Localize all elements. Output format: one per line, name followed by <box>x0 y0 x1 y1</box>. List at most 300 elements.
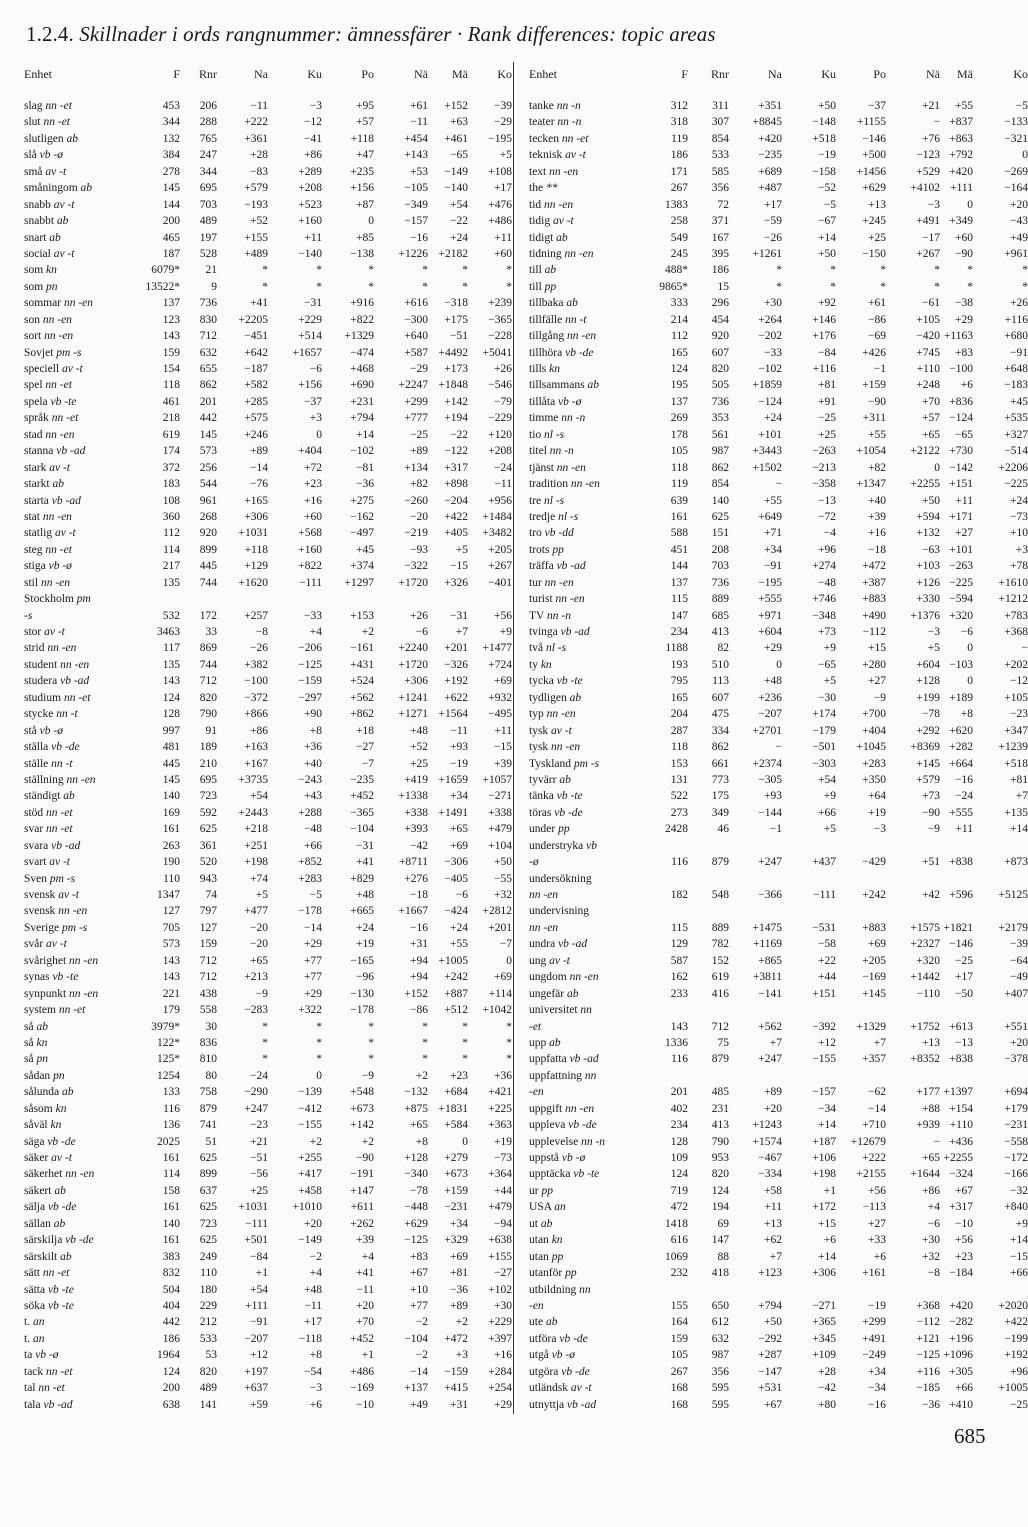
table-cell: +629 <box>862 182 886 195</box>
table-cell: −41 <box>304 132 322 145</box>
table-cell: −91 <box>1010 346 1028 359</box>
table-cell: +56 <box>955 1234 973 1247</box>
table-cell: 418 <box>711 1267 729 1280</box>
table-row <box>24 1232 510 1248</box>
table-cell: +1 <box>255 1267 268 1280</box>
table-cell: +289 <box>298 165 322 178</box>
table-cell: −1 <box>769 823 782 836</box>
table-row <box>529 575 1028 591</box>
table-cell: −15 <box>450 560 468 573</box>
table-cell: 154 <box>162 363 180 375</box>
table-row <box>24 164 510 180</box>
header-f: F <box>681 67 688 81</box>
entry-word: ung av -t <box>529 954 570 967</box>
table-cell: * <box>316 280 322 293</box>
table-cell: 349 <box>711 806 729 819</box>
table-cell: +31 <box>410 938 428 951</box>
table-cell: −271 <box>812 1299 836 1312</box>
table-cell: +218 <box>244 823 268 836</box>
table-cell: +20 <box>356 1299 374 1312</box>
table-row <box>24 1397 510 1413</box>
table-row <box>529 920 1028 936</box>
table-cell: −155 <box>812 1053 836 1066</box>
table-cell: +21 <box>922 100 940 112</box>
table-cell: +229 <box>298 313 322 326</box>
table-cell: −19 <box>868 1299 886 1312</box>
table-cell: −172 <box>1004 1152 1028 1164</box>
table-cell: +25 <box>818 428 836 441</box>
table-cell: 231 <box>711 1102 729 1115</box>
table-cell: 127 <box>199 921 217 934</box>
table-cell: −166 <box>1004 1168 1028 1181</box>
table-row <box>24 230 510 246</box>
table-cell: +1831 <box>438 1102 468 1115</box>
table-cell: −78 <box>922 708 940 721</box>
table-cell: 234 <box>670 1119 688 1132</box>
entry-word: tydligen ab <box>529 691 582 704</box>
table-cell: 445 <box>199 560 217 573</box>
entry-word: speciell av -t <box>24 363 83 375</box>
table-cell: +604 <box>758 626 782 638</box>
table-cell: 204 <box>670 708 688 721</box>
table-cell: +616 <box>404 297 428 310</box>
table-cell: +684 <box>444 1086 468 1099</box>
table-cell: +1442 <box>910 971 940 984</box>
table-cell: 820 <box>711 363 729 375</box>
table-cell: * <box>262 1053 268 1066</box>
table-cell: −6 <box>415 626 428 638</box>
table-cell: +1329 <box>856 1020 886 1033</box>
table-cell: −297 <box>298 691 322 704</box>
table-row <box>24 1002 510 1018</box>
table-cell: 879 <box>199 1102 217 1115</box>
table-cell: +89 <box>250 445 268 458</box>
entry-word: tidning nn -en <box>529 247 594 260</box>
table-cell: * <box>462 280 468 293</box>
table-cell: −340 <box>404 1168 428 1181</box>
table-cell: +575 <box>244 412 268 425</box>
table-cell: −39 <box>494 100 512 112</box>
table-cell: 137 <box>162 297 180 310</box>
table-row <box>529 1347 1028 1363</box>
entry-word: uppgift nn -en <box>529 1102 595 1115</box>
table-cell: −366 <box>758 889 782 901</box>
table-cell: 151 <box>711 527 729 540</box>
table-cell: −365 <box>488 313 512 326</box>
entry-word: säker av -t <box>24 1152 72 1164</box>
table-cell: 145 <box>162 773 180 786</box>
table-cell: −22 <box>450 428 468 441</box>
table-cell: +72 <box>304 461 322 474</box>
table-cell: +208 <box>298 182 322 195</box>
table-cell: −16 <box>410 231 428 244</box>
table-cell: +93 <box>764 790 782 803</box>
table-cell: −149 <box>444 165 468 178</box>
entry-word: till ab <box>529 264 557 277</box>
table-cell: −228 <box>488 330 512 343</box>
table-cell: −94 <box>494 1217 512 1230</box>
table-cell: 144 <box>162 198 180 211</box>
table-cell: − <box>775 741 782 754</box>
table-cell: −5 <box>309 889 322 901</box>
entry-word: svar nn -et <box>24 823 73 836</box>
table-cell: +829 <box>350 872 374 885</box>
entry-word: snart ab <box>24 231 61 244</box>
table-cell: +264 <box>758 313 782 326</box>
table-row <box>529 706 1028 722</box>
table-cell: +1 <box>361 1349 374 1362</box>
table-row <box>529 969 1028 985</box>
table-cell: +257 <box>244 609 268 622</box>
table-cell: 344 <box>162 116 180 129</box>
table-cell: +638 <box>488 1234 512 1247</box>
table-cell: * <box>422 1020 428 1033</box>
table-cell: +167 <box>244 757 268 770</box>
table-cell: 186 <box>711 264 729 277</box>
table-cell: +489 <box>244 247 268 260</box>
table-cell: +1620 <box>238 576 268 589</box>
table-cell: +322 <box>298 1004 322 1017</box>
table-cell: +179 <box>1004 1102 1028 1115</box>
table-cell: 481 <box>162 741 180 754</box>
table-cell: 144 <box>670 560 688 573</box>
table-cell: +512 <box>444 1004 468 1017</box>
table-cell: 488* <box>665 264 688 277</box>
table-cell: 171 <box>670 165 688 178</box>
table-row <box>24 1051 510 1067</box>
table-cell: −348 <box>812 609 836 622</box>
table-cell: 145 <box>199 428 217 441</box>
table-cell: +102 <box>488 1283 512 1296</box>
table-cell: +420 <box>949 165 973 178</box>
title-text: Skillnader i ords rangnummer: ämnessfärer · Rank differences: topic areas <box>79 22 716 46</box>
entry-word: tanke nn -n <box>529 100 581 112</box>
table-cell: +69 <box>494 971 512 984</box>
table-cell: 961 <box>199 494 217 507</box>
table-cell: 504 <box>162 1283 180 1296</box>
table-cell: 854 <box>711 132 729 145</box>
table-cell: 655 <box>199 363 217 375</box>
table-cell: −139 <box>298 1086 322 1099</box>
table-cell: +680 <box>1004 330 1028 343</box>
table-cell: 135 <box>162 658 180 671</box>
table-cell: −16 <box>868 1398 886 1411</box>
table-cell: 318 <box>670 116 688 129</box>
table-cell: +1042 <box>482 1004 512 1017</box>
table-cell: +932 <box>488 691 512 704</box>
table-cell: 110 <box>200 1267 217 1280</box>
table-cell: +405 <box>444 527 468 540</box>
table-row <box>24 903 510 919</box>
table-cell: 723 <box>199 790 217 803</box>
table-cell: 174 <box>162 445 180 458</box>
table-cell: −19 <box>450 757 468 770</box>
table-cell: −59 <box>764 215 782 228</box>
table-cell: −36 <box>450 1283 468 1296</box>
table-cell: −96 <box>356 971 374 984</box>
table-cell: −23 <box>250 1119 268 1132</box>
header-na: Na <box>254 67 268 81</box>
table-cell: 607 <box>711 691 729 704</box>
table-cell: −378 <box>1004 1053 1028 1066</box>
table-cell: 116 <box>671 856 688 869</box>
table-cell: 758 <box>199 1086 217 1099</box>
table-cell: 695 <box>199 773 217 786</box>
table-cell: 175 <box>711 790 729 803</box>
table-cell: −73 <box>1010 510 1028 523</box>
entry-word: timme nn -n <box>529 412 586 425</box>
table-cell: −17 <box>922 231 940 244</box>
table-row <box>24 1347 510 1363</box>
table-row <box>529 1035 1028 1051</box>
table-cell: +12 <box>250 1349 268 1362</box>
entry-word: ute ab <box>529 1316 558 1329</box>
table-cell: 128 <box>162 708 180 721</box>
table-cell: +39 <box>868 510 886 523</box>
header-ku: Ku <box>821 67 836 81</box>
table-cell: +86 <box>304 149 322 162</box>
table-cell: −111 <box>299 576 322 589</box>
table-cell: 218 <box>162 412 180 425</box>
table-row <box>529 936 1028 952</box>
table-cell: −20 <box>250 921 268 934</box>
table-cell: +1054 <box>856 445 886 458</box>
table-cell: −358 <box>812 478 836 491</box>
table-cell: +8 <box>309 1349 322 1362</box>
table-cell: −11 <box>250 100 268 112</box>
table-cell: −3 <box>927 626 940 638</box>
table-row <box>529 312 1028 328</box>
table-cell: −26 <box>764 231 782 244</box>
table-cell: +43 <box>304 790 322 803</box>
table-cell: +3 <box>309 412 322 425</box>
table-row <box>24 1364 510 1380</box>
table-row <box>24 805 510 821</box>
table-row <box>24 936 510 952</box>
table-cell: − <box>933 1135 940 1148</box>
table-cell: −231 <box>444 1201 468 1214</box>
table-cell: +393 <box>404 823 428 836</box>
table-cell: −51 <box>450 330 468 343</box>
table-cell: +501 <box>244 1234 268 1247</box>
table-cell: 245 <box>670 247 688 260</box>
table-cell: 247 <box>199 149 217 162</box>
table-cell: +45 <box>1010 395 1028 408</box>
table-cell: +579 <box>244 182 268 195</box>
table-cell: 810 <box>199 1053 217 1066</box>
table-cell: −16 <box>955 773 973 786</box>
table-cell: −113 <box>862 1201 886 1214</box>
table-cell: +3443 <box>752 445 782 458</box>
entry-word: tro vb -dd <box>529 527 574 540</box>
table-row <box>24 1134 510 1150</box>
table-cell: 736 <box>711 395 729 408</box>
table-cell: 155 <box>670 1299 688 1312</box>
table-cell: +62 <box>764 1234 782 1247</box>
table-row <box>529 377 1028 393</box>
table-cell: 953 <box>711 1152 729 1164</box>
table-cell: +555 <box>949 806 973 819</box>
table-cell: +587 <box>404 346 428 359</box>
table-cell: 795 <box>670 675 688 688</box>
table-cell: +837 <box>949 116 973 129</box>
table-cell: −29 <box>410 363 428 375</box>
table-cell: +39 <box>356 1234 374 1247</box>
table-cell: +196 <box>949 1332 973 1345</box>
table-cell: +14 <box>818 1250 836 1263</box>
table-cell: +14 <box>1010 1234 1028 1247</box>
table-row <box>24 377 510 393</box>
table-cell: 189 <box>199 741 217 754</box>
table-cell: +320 <box>916 954 940 967</box>
table-cell: −306 <box>444 856 468 869</box>
table-cell: +65 <box>922 1152 940 1164</box>
entry-word: utgå vb -ø <box>529 1349 575 1362</box>
table-cell: 356 <box>711 1365 729 1378</box>
table-cell: 625 <box>199 823 217 836</box>
table-cell: +50 <box>494 856 512 869</box>
table-cell: 3979* <box>151 1020 180 1033</box>
table-cell: +2255 <box>943 1152 973 1164</box>
table-cell: −207 <box>244 1332 268 1345</box>
table-cell: +326 <box>444 576 468 589</box>
table-cell: +171 <box>949 510 973 523</box>
table-cell: * <box>262 1020 268 1033</box>
table-cell: −90 <box>868 395 886 408</box>
table-cell: +1031 <box>238 1201 268 1214</box>
table-cell: * <box>830 280 836 293</box>
table-cell: +1005 <box>998 1382 1028 1395</box>
table-cell: +55 <box>764 494 782 507</box>
table-cell: 461 <box>162 395 180 408</box>
table-cell: +357 <box>862 1053 886 1066</box>
table-cell: 869 <box>199 642 217 655</box>
table-cell: +54 <box>250 1283 268 1296</box>
table-row <box>24 887 510 903</box>
table-cell: +883 <box>862 593 886 606</box>
table-cell: +39 <box>494 757 512 770</box>
table-cell: −15 <box>1010 1250 1028 1263</box>
table-row <box>24 1314 510 1330</box>
table-cell: +114 <box>488 987 512 1000</box>
table-cell: 140 <box>711 494 729 507</box>
table-cell: +142 <box>350 1119 374 1132</box>
table-cell: −282 <box>949 1316 973 1329</box>
table-cell: +472 <box>444 1332 468 1345</box>
table-cell: +382 <box>244 658 268 671</box>
table-cell: +121 <box>916 1332 940 1345</box>
entry-word: -en <box>529 1086 544 1099</box>
entry-word: tjänst nn -en <box>529 461 586 474</box>
table-cell: 128 <box>670 1135 688 1148</box>
table-cell: +56 <box>868 1184 886 1197</box>
table-cell: +1859 <box>752 379 782 392</box>
table-cell: +108 <box>488 165 512 178</box>
table-row <box>24 657 510 673</box>
table-row <box>24 1380 510 1396</box>
table-cell: +101 <box>758 428 782 441</box>
table-cell: 790 <box>199 708 217 721</box>
table-cell: −6 <box>309 363 322 375</box>
table-cell: 109 <box>670 1152 688 1164</box>
table-cell: 920 <box>711 330 729 343</box>
entry-word: sälja vb -de <box>24 1201 77 1214</box>
entry-word: teknisk av -t <box>529 149 586 162</box>
table-cell: +57 <box>356 116 374 129</box>
table-cell: +13 <box>868 198 886 211</box>
table-cell: +111 <box>245 1299 268 1312</box>
table-row <box>529 871 1000 887</box>
table-cell: −243 <box>298 773 322 786</box>
table-cell: +64 <box>868 790 886 803</box>
table-row <box>24 591 510 607</box>
table-cell: −124 <box>758 395 782 408</box>
table-cell: 475 <box>711 708 729 721</box>
table-row <box>529 756 1028 772</box>
column-divider <box>513 62 514 1414</box>
table-cell: +155 <box>244 231 268 244</box>
table-cell: +524 <box>350 675 374 688</box>
table-cell: +327 <box>1004 428 1028 441</box>
entry-word: såväl kn <box>24 1119 62 1132</box>
table-cell: 639 <box>670 494 688 507</box>
table-cell: 133 <box>162 1086 180 1099</box>
table-cell: −401 <box>488 576 512 589</box>
table-cell: 53 <box>205 1349 217 1362</box>
table-cell: 234 <box>670 626 688 638</box>
table-cell: −72 <box>818 510 836 523</box>
table-cell: 619 <box>162 428 180 441</box>
table-cell: +347 <box>1004 724 1028 737</box>
table-cell: 744 <box>199 658 217 671</box>
table-cell: +65 <box>410 1119 428 1132</box>
table-cell: −165 <box>350 954 374 967</box>
table-cell: +48 <box>304 1283 322 1296</box>
table-cell: 344 <box>199 165 217 178</box>
table-cell: −90 <box>922 806 940 819</box>
table-cell: 312 <box>670 100 688 112</box>
table-cell: +48 <box>764 675 782 688</box>
table-cell: 712 <box>711 1020 729 1033</box>
table-cell: 131 <box>670 773 688 786</box>
table-row <box>529 525 1028 541</box>
table-cell: +26 <box>494 363 512 375</box>
table-cell: −23 <box>1010 708 1028 721</box>
table-cell: −3 <box>309 100 322 112</box>
table-cell: +174 <box>812 708 836 721</box>
entry-word: söka vb -te <box>24 1299 74 1312</box>
table-row <box>24 1019 510 1035</box>
table-cell: +202 <box>1004 658 1028 671</box>
right-table <box>529 64 1028 1413</box>
table-cell: −14 <box>304 921 322 934</box>
table-cell: +487 <box>758 182 782 195</box>
table-cell: +14 <box>818 231 836 244</box>
table-row <box>529 1084 1028 1100</box>
table-cell: +50 <box>764 1316 782 1329</box>
table-cell: 790 <box>711 1135 729 1148</box>
table-row <box>24 1117 510 1133</box>
table-row <box>529 723 1028 739</box>
table-cell: +280 <box>862 658 886 671</box>
table-cell: −146 <box>862 132 886 145</box>
table-cell: +794 <box>758 1299 782 1312</box>
table-cell: +1338 <box>398 790 428 803</box>
table-cell: 221 <box>162 987 180 1000</box>
entry-word: slå vb -ø <box>24 149 63 162</box>
table-cell: 820 <box>199 1365 217 1378</box>
table-cell: +36 <box>494 1069 512 1082</box>
